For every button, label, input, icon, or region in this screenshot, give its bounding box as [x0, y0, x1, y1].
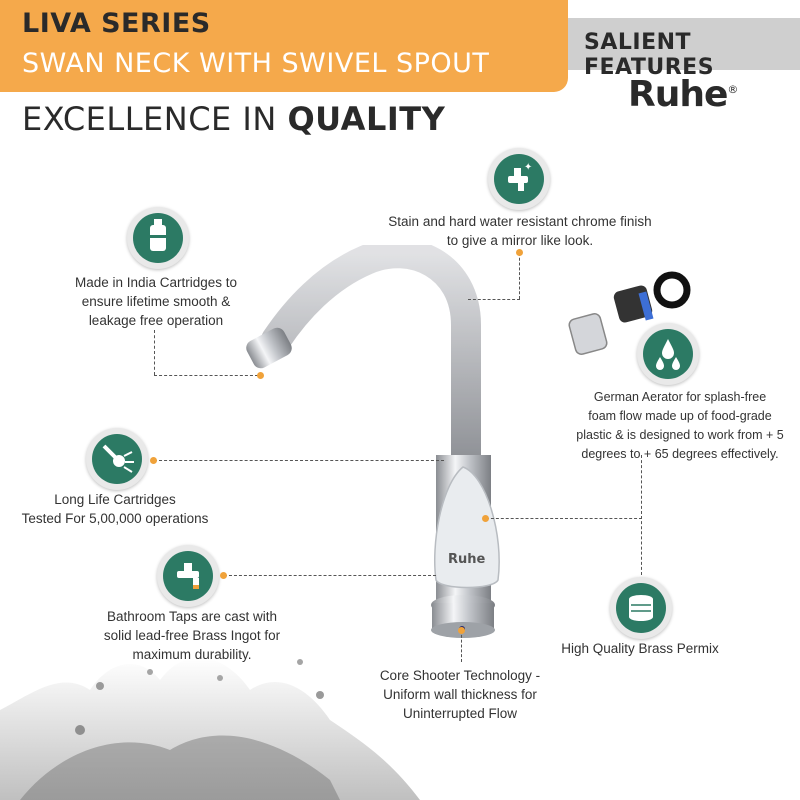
feature-brass-text: Bathroom Taps are cast with solid lead-free Brass Ingot for maximum durability. [103, 609, 281, 662]
connector-aerator-h [486, 518, 642, 519]
feature-chrome-text: Stain and hard water resistant chrome finish to give a mirror like look. [388, 214, 652, 248]
connector-dot [482, 515, 489, 522]
water-drops-icon [643, 329, 693, 379]
shower-icon [92, 434, 142, 484]
feature-aerator-text: German Aerator for splash-free foam flow made up of food-grade plastic & is designed to work from + 5 degrees to + 65 degrees effectively. [576, 390, 784, 461]
connector-core-v [461, 630, 462, 662]
salient-features-label: SALIENT FEATURES [584, 30, 715, 80]
brand-logo [628, 74, 737, 115]
connector-dot [458, 627, 465, 634]
salient-features-tab [568, 18, 800, 80]
permix-badge [610, 577, 672, 639]
cartridge-icon [133, 213, 183, 263]
registered-mark: ® [727, 83, 738, 96]
faucet-brand-label: Ruhe [448, 552, 486, 567]
brand-name: Ruhe [628, 74, 728, 115]
connector-aerator-v [641, 455, 642, 575]
connector-chrome-v [519, 253, 520, 299]
connector-dot [220, 572, 227, 579]
connector-dot [150, 457, 157, 464]
cartridge-badge [127, 207, 189, 269]
connector-dot [516, 249, 523, 256]
series-subtitle: SWAN NECK WITH SWIVEL SPOUT [22, 48, 490, 79]
svg-text:✦: ✦ [524, 162, 533, 173]
permix-icon [616, 583, 666, 633]
aerator-badge [637, 323, 699, 385]
series-title: LIVA SERIES [22, 8, 211, 39]
feature-permix-text: High Quality Brass Permix [561, 641, 719, 656]
tagline-emphasis: QUALITY [287, 100, 446, 138]
connector-dot [257, 372, 264, 379]
tagline-prefix: EXCELLENCE IN [22, 100, 288, 138]
tap-icon [163, 551, 213, 601]
tagline [22, 100, 445, 138]
feature-long-life-text: Long Life Cartridges Tested For 5,00,000 operations [21, 492, 209, 526]
connector-long-life-h [154, 460, 444, 461]
long-life-badge [86, 428, 148, 490]
chrome-finish-badge [488, 148, 550, 210]
feature-cartridge-text: Made in India Cartridges to ensure lifetime smooth & leakage free operation [74, 275, 238, 328]
connector-cartridge-h [154, 375, 258, 376]
faucet-image [236, 245, 506, 645]
header-banner [0, 0, 568, 92]
connector-chrome-h [468, 299, 520, 300]
brass-ingot-badge [157, 545, 219, 607]
connector-brass-h [224, 575, 436, 576]
tap-sparkle-icon [494, 154, 544, 204]
feature-core-text: Core Shooter Technology - Uniform wall thickness for Uninterrupted Flow [379, 668, 541, 721]
connector-cartridge-v [154, 330, 155, 375]
